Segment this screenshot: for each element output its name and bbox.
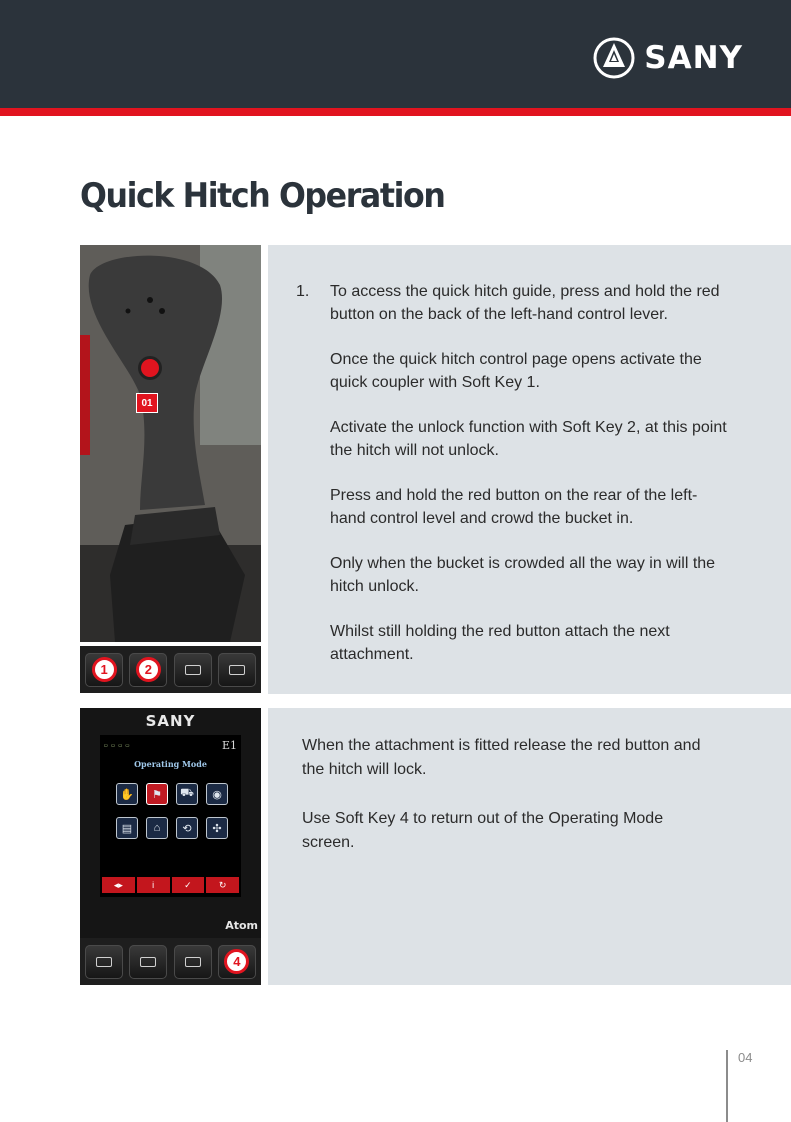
sany-logo-icon: [592, 36, 636, 80]
hand-icon[interactable]: ✋: [116, 783, 138, 805]
step-1-paragraph: To access the quick hitch guide, press and hold the red button on the back of the left-hand control lever.: [330, 283, 720, 323]
screen-code: E1: [221, 738, 237, 752]
joystick-photo: [80, 245, 261, 642]
soft-key-1[interactable]: [85, 945, 123, 979]
step-1-body: [330, 280, 730, 688]
soft-key-2[interactable]: [129, 945, 167, 979]
display-model: Atom: [225, 919, 258, 932]
header-accent-bar: [0, 108, 791, 116]
status-icons: ▭ ▭ ▭ ▭: [104, 741, 130, 749]
key-blank-icon: [229, 665, 245, 675]
footer-divider: [726, 1050, 728, 1122]
bucket-icon[interactable]: ⛟: [176, 783, 198, 805]
rotate-icon[interactable]: ⟲: [176, 817, 198, 839]
soft-key-2-label: 2: [136, 657, 161, 682]
key-blank-icon: [185, 957, 201, 967]
arrows-icon: ◂▸: [102, 877, 135, 893]
tilt-icon[interactable]: ✣: [206, 817, 228, 839]
sany-logo: [592, 36, 743, 80]
callout-label: 01: [141, 397, 153, 409]
step-2-paragraph: When the attachment is fitted release the red button and the hitch will lock.: [302, 737, 701, 778]
key-blank-icon: [185, 665, 201, 675]
mode-icon-grid: [116, 783, 228, 839]
page-number: 04: [738, 1050, 753, 1065]
hitch-icon[interactable]: ⚑: [146, 783, 168, 805]
display-photo: [80, 708, 261, 940]
operating-mode-screen: [100, 735, 241, 897]
step-1-paragraph: Press and hold the red button on the rear of the left-hand control level and crowd the bucket in.: [330, 487, 698, 527]
soft-key-1[interactable]: [85, 653, 123, 687]
soft-key-2[interactable]: [129, 653, 167, 687]
key-blank-icon: [96, 957, 112, 967]
key-blank-icon: [140, 957, 156, 967]
screen-status-bar: [104, 738, 237, 752]
page-header: [0, 0, 791, 108]
soft-keys-strip-2: [80, 938, 261, 985]
dial-icon[interactable]: ◉: [206, 783, 228, 805]
step-1-paragraph: Once the quick hitch control page opens activate the quick coupler with Soft Key 1.: [330, 351, 702, 391]
step-1-number: 1.: [296, 283, 310, 300]
info-icon: i: [137, 877, 170, 893]
soft-key-4[interactable]: [218, 653, 256, 687]
step-2: [302, 734, 702, 880]
page-title: Quick Hitch Operation: [80, 176, 445, 216]
return-icon: ↻: [206, 877, 239, 893]
soft-key-1-label: 1: [92, 657, 117, 682]
screen-title: Operating Mode: [134, 759, 207, 769]
step-1-paragraph: Activate the unlock function with Soft Key 2, at this point the hitch will not unlock.: [330, 419, 727, 459]
soft-key-3[interactable]: [174, 945, 212, 979]
screen-soft-bar: [100, 877, 241, 893]
step-2-paragraph: Use Soft Key 4 to return out of the Operating Mode screen.: [302, 810, 664, 851]
soft-keys-strip-1: [80, 646, 261, 693]
grab-icon[interactable]: ⌂: [146, 817, 168, 839]
soft-key-4-label: 4: [224, 949, 249, 974]
step-1-paragraph: Only when the bucket is crowded all the way in will the hitch unlock.: [330, 555, 716, 595]
check-icon: ✓: [172, 877, 205, 893]
soft-key-4[interactable]: [218, 945, 256, 979]
joystick-illustration: [80, 245, 261, 642]
step-1-paragraph: Whilst still holding the red button attach the next attachment.: [330, 623, 670, 663]
soft-key-3[interactable]: [174, 653, 212, 687]
logo-text: SANY: [644, 40, 743, 76]
display-brand: SANY: [145, 712, 196, 730]
breaker-icon[interactable]: ▤: [116, 817, 138, 839]
callout-badge: [136, 393, 158, 413]
